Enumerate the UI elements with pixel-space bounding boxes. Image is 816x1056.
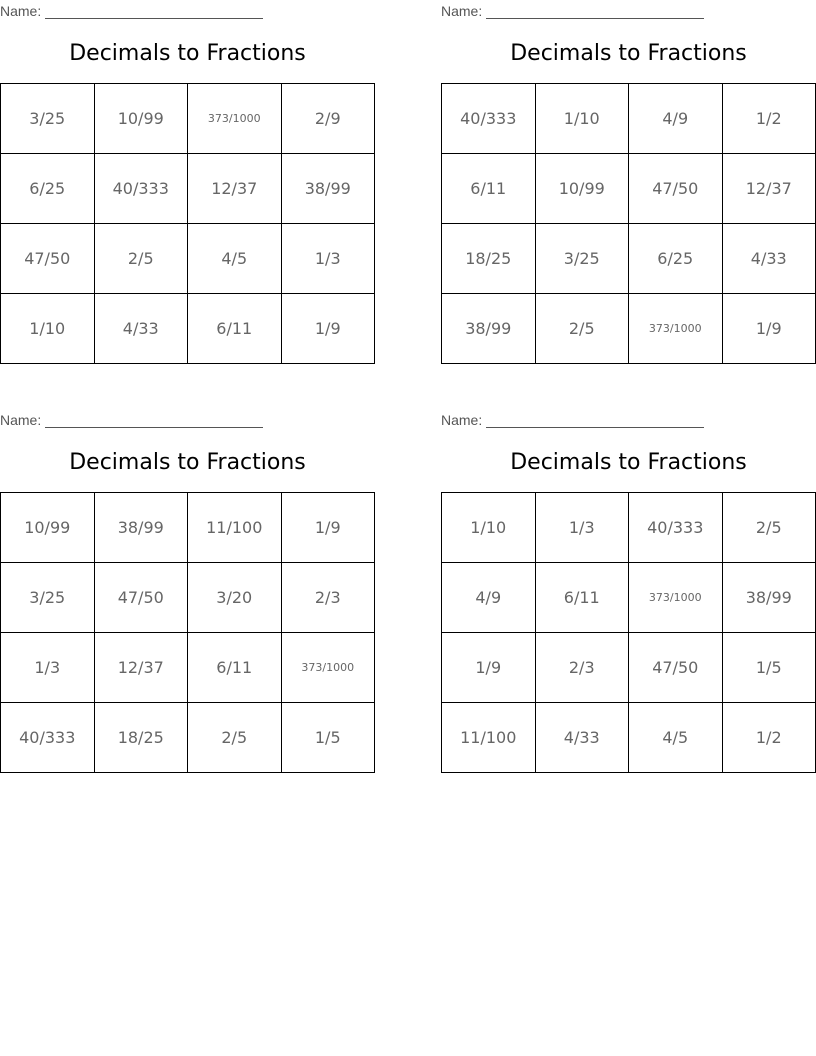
grid-cell: 2/5 (722, 493, 816, 563)
grid-cell: 1/10 (535, 84, 629, 154)
grid-cell: 2/5 (94, 224, 188, 294)
grid-cell: 6/11 (535, 563, 629, 633)
name-field (441, 412, 704, 428)
grid-cell: 47/50 (94, 563, 188, 633)
grid-cell: 12/37 (722, 154, 816, 224)
grid-cell: 2/3 (535, 633, 629, 703)
card-title: Decimals to Fractions (510, 450, 747, 475)
grid-row (1, 84, 375, 154)
grid-cell: 373/1000 (281, 633, 375, 703)
grid-cell: 1/2 (722, 703, 816, 773)
grid-cell: 12/37 (94, 633, 188, 703)
grid-row (442, 633, 816, 703)
grid-cell: 38/99 (442, 294, 536, 364)
grid-cell: 4/33 (722, 224, 816, 294)
name-blank-line (45, 4, 263, 19)
grid-row (1, 563, 375, 633)
grid-row (442, 563, 816, 633)
grid-cell: 4/33 (94, 294, 188, 364)
grid-cell: 10/99 (1, 493, 95, 563)
grid-cell: 1/9 (442, 633, 536, 703)
grid-cell: 1/2 (722, 84, 816, 154)
grid-cell: 6/11 (442, 154, 536, 224)
name-blank-line (486, 4, 704, 19)
grid-cell: 1/5 (281, 703, 375, 773)
grid-cell: 10/99 (94, 84, 188, 154)
grid-cell: 2/5 (188, 703, 282, 773)
grid-cell: 6/11 (188, 633, 282, 703)
name-field (0, 412, 263, 428)
grid-row (442, 493, 816, 563)
grid-row (1, 633, 375, 703)
name-label: Name: (441, 412, 483, 428)
grid-row (1, 154, 375, 224)
grid-cell: 2/3 (281, 563, 375, 633)
grid-cell: 1/3 (535, 493, 629, 563)
name-label: Name: (0, 412, 42, 428)
grid-cell: 4/9 (629, 84, 723, 154)
grid-cell: 38/99 (94, 493, 188, 563)
fraction-grid (0, 492, 375, 773)
grid-cell: 40/333 (1, 703, 95, 773)
grid-cell: 1/9 (281, 294, 375, 364)
grid-cell: 1/3 (281, 224, 375, 294)
grid-cell: 4/33 (535, 703, 629, 773)
grid-cell: 1/9 (281, 493, 375, 563)
name-label: Name: (0, 3, 42, 19)
grid-cell: 2/5 (535, 294, 629, 364)
grid-cell: 38/99 (281, 154, 375, 224)
grid-cell: 40/333 (94, 154, 188, 224)
name-blank-line (486, 413, 704, 428)
grid-cell: 3/25 (535, 224, 629, 294)
name-blank-line (45, 413, 263, 428)
grid-cell: 38/99 (722, 563, 816, 633)
fraction-grid (441, 492, 816, 773)
card-title: Decimals to Fractions (69, 41, 306, 66)
grid-row (1, 224, 375, 294)
grid-cell: 3/25 (1, 563, 95, 633)
grid-cell: 373/1000 (188, 84, 282, 154)
grid-row (1, 703, 375, 773)
grid-row (1, 294, 375, 364)
grid-row (442, 294, 816, 364)
card-title: Decimals to Fractions (69, 450, 306, 475)
grid-cell: 6/25 (1, 154, 95, 224)
fraction-grid (441, 83, 816, 364)
grid-row (442, 224, 816, 294)
grid-cell: 4/5 (629, 703, 723, 773)
grid-cell: 11/100 (188, 493, 282, 563)
fraction-grid (0, 83, 375, 364)
grid-row (1, 493, 375, 563)
grid-row (442, 154, 816, 224)
grid-cell: 18/25 (94, 703, 188, 773)
card-title: Decimals to Fractions (510, 41, 747, 66)
grid-cell: 18/25 (442, 224, 536, 294)
grid-cell: 6/25 (629, 224, 723, 294)
grid-cell: 2/9 (281, 84, 375, 154)
name-field (0, 3, 263, 19)
grid-cell: 40/333 (629, 493, 723, 563)
grid-cell: 12/37 (188, 154, 282, 224)
grid-cell: 11/100 (442, 703, 536, 773)
grid-cell: 10/99 (535, 154, 629, 224)
grid-cell: 47/50 (629, 633, 723, 703)
grid-cell: 47/50 (629, 154, 723, 224)
grid-row (442, 703, 816, 773)
grid-cell: 40/333 (442, 84, 536, 154)
grid-cell: 6/11 (188, 294, 282, 364)
grid-cell: 4/9 (442, 563, 536, 633)
grid-cell: 1/10 (1, 294, 95, 364)
grid-cell: 1/5 (722, 633, 816, 703)
grid-cell: 373/1000 (629, 294, 723, 364)
name-label: Name: (441, 3, 483, 19)
grid-cell: 47/50 (1, 224, 95, 294)
grid-cell: 3/20 (188, 563, 282, 633)
grid-cell: 3/25 (1, 84, 95, 154)
grid-row (442, 84, 816, 154)
name-field (441, 3, 704, 19)
grid-cell: 1/9 (722, 294, 816, 364)
grid-cell: 373/1000 (629, 563, 723, 633)
grid-cell: 1/3 (1, 633, 95, 703)
grid-cell: 4/5 (188, 224, 282, 294)
grid-cell: 1/10 (442, 493, 536, 563)
